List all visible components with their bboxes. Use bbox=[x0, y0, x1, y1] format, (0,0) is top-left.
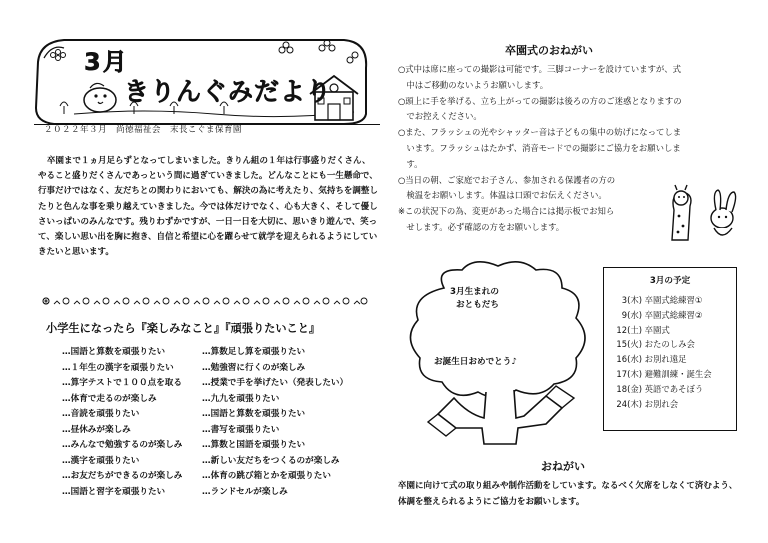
flower-icon bbox=[40, 295, 370, 307]
school-heading: 小学生になったら『楽しみなこと』『頑張りたいこと』 bbox=[46, 322, 321, 335]
schedule-box bbox=[603, 267, 737, 431]
schedule-row: 3(木) 卒園式総練習① bbox=[621, 295, 703, 305]
list-item: …漢字を頑張りたい bbox=[62, 455, 140, 466]
newsletter-title: きりんぐみだより bbox=[124, 77, 333, 106]
schedule-row: 15(火) おたのしみ会 bbox=[616, 339, 695, 350]
issue-info: ２０２２年３月 尚徳福祉会 末長こぐま保育園 bbox=[44, 125, 242, 135]
list-item: …体育の跳び箱とかを頑張りたい bbox=[202, 471, 331, 481]
request-text: 卒園に向けて式の取り組みや制作活動をしています。なるべく欠席をしなくて済むよう、体調を整えられるようにご協力をお願いします。 bbox=[398, 481, 738, 507]
list-item: …お友だちができるのが楽しみ bbox=[62, 471, 183, 481]
schedule-list bbox=[604, 293, 736, 411]
school-right-list bbox=[202, 345, 382, 500]
giraffe-rabbit-icon bbox=[660, 184, 750, 244]
list-item: …国語と習字を頑張りたい bbox=[62, 486, 166, 497]
list-item: …授業で手を挙げたい（発表したい） bbox=[202, 378, 349, 388]
list-item: …１年生の漢字を頑張りたい bbox=[62, 362, 174, 373]
request-heading: おねがい bbox=[541, 460, 585, 473]
birthday-line-1: 3月生まれの bbox=[450, 287, 499, 297]
ceremony-item: ○また、フラッシュの光やシャッター音は子どもの集中の妨げになってしま います。フラッシュはたかず、消音モードでの撮影にご協力をお願いしま す。 bbox=[398, 127, 682, 169]
list-item: …国語と算数を頑張りたい bbox=[202, 409, 306, 419]
list-item: …九九を頑張りたい bbox=[202, 393, 280, 404]
list-item: …音読を頑張りたい bbox=[62, 409, 140, 419]
schedule-row: 16(水) お別れ遠足 bbox=[616, 354, 687, 365]
list-item: …みんなで勉強するのが楽しみ bbox=[62, 440, 183, 450]
list-item: …国語と算数を頑張りたい bbox=[62, 347, 166, 357]
list-item: …書写を頑張りたい bbox=[202, 424, 280, 435]
list-item: …算数足し算を頑張りたい bbox=[202, 347, 306, 357]
ceremony-item: ※この状況下の為、変更があった場合には掲示板でお知ら せします。必ず確認の方をお願いします。 bbox=[398, 206, 615, 232]
ceremony-item: ○当日の朝、ご家庭でお子さん、参加される保護者の方の 検温をお願いします。体温は口頭でお伝えください。 bbox=[398, 174, 616, 201]
schedule-heading: 3月の予定 bbox=[649, 276, 691, 286]
birthday-line-2: おともだち bbox=[456, 300, 499, 310]
list-item: …算字テストで１００点を取る bbox=[62, 378, 182, 388]
header-banner bbox=[24, 28, 376, 128]
chick-icon bbox=[76, 76, 124, 116]
schedule-row: 17(木) 避難訓練・誕生会 bbox=[616, 368, 712, 379]
list-item: …算数と国語を頑張りたい bbox=[202, 440, 306, 450]
schedule-row: 18(金) 英語であそぼう bbox=[616, 383, 704, 394]
schedule-row: 12(土) 卒園式 bbox=[616, 324, 670, 335]
list-item: …昼休みが楽しみ bbox=[62, 424, 131, 435]
list-item: …ランドセルが楽しみ bbox=[202, 486, 288, 497]
issue-line bbox=[34, 124, 380, 137]
ceremony-heading: 卒園式のおねがい bbox=[505, 44, 593, 57]
flower-row bbox=[40, 292, 370, 304]
birthday-message: お誕生日おめでとう♪ bbox=[434, 357, 517, 367]
schedule-row: 9(水) 卒園式総練習② bbox=[621, 309, 703, 320]
title-month: 3月 bbox=[84, 48, 129, 76]
list-item: …体育で走るのが楽しみ bbox=[62, 393, 157, 404]
ceremony-item: ○頭上に手を挙げる、立ち上がっての撮影は後ろの方のご迷惑となりますの でお控えください。 bbox=[398, 95, 682, 122]
list-item: …新しい友だちをつくるのが楽しみ bbox=[202, 455, 340, 466]
intro-paragraph: 卒園まで１ヵ月足らずとなってしまいました。きりん組の１年は行事盛りだくさん、やること盛りだくさんであっという間に過ぎていきました。どんなことにも一生懸命で、行事だけではなく、友だちとの関わりにおいても、解決の為に考えたり、気持ちを調整したりと色んな事を乗り越えていきました。今では体だけでなく、心も大きく、そして優しさいっぱいのみんなです。残りわずかですが、一日一日を大切に、思いきり遊んで、笑って、楽しい思い出を胸に抱き、自信と希望に心を躍らせて就学を迎えられるようにしていきたいと思います。 bbox=[38, 156, 378, 258]
list-item: …勉強習に行くのが楽しみ bbox=[202, 362, 306, 373]
ceremony-item: ○式中は席に座っての撮影は可能です。三脚コーナーを設けていますが、式 中はご移動のないようお願いします。 bbox=[398, 64, 682, 90]
school-left-list bbox=[62, 345, 212, 500]
schedule-row: 24(木) お別れ会 bbox=[616, 398, 679, 409]
